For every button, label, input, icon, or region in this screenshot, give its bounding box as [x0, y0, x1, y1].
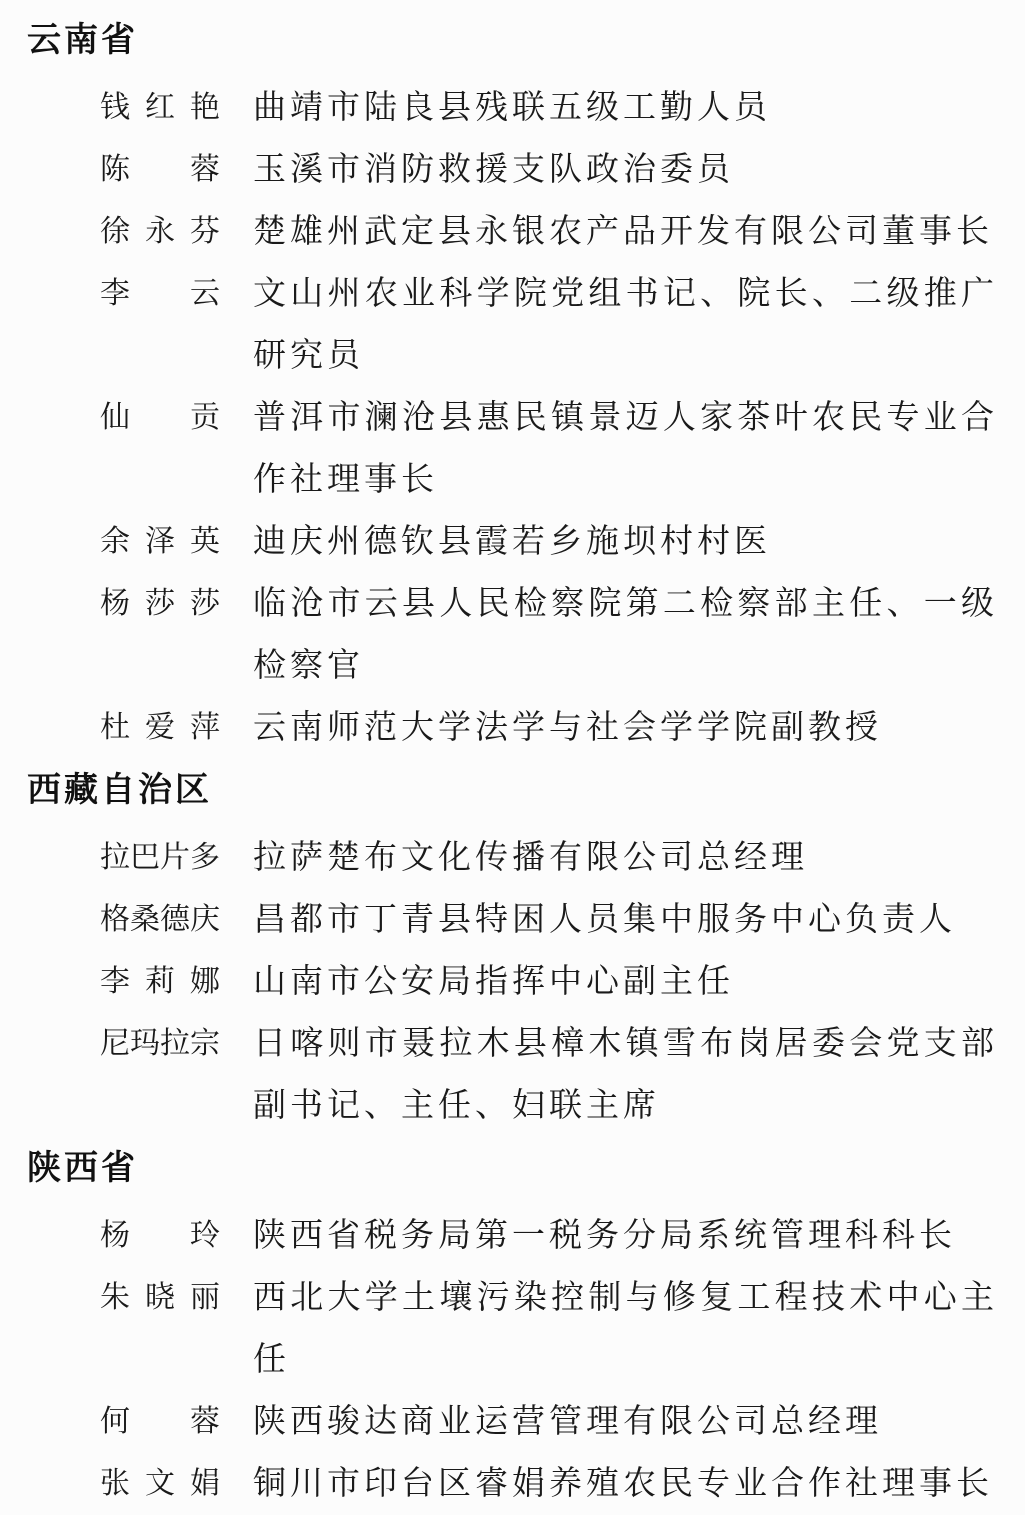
person-title: 陕西省税务局第一税务分局系统管理科科长: [253, 1218, 956, 1254]
person-name: 杜爱萍: [100, 711, 220, 744]
person-title: 曲靖市陆良县残联五级工勤人员: [253, 90, 771, 126]
person-name: 尼玛拉宗: [100, 1027, 220, 1060]
person-name: 何蓉: [100, 1405, 220, 1438]
person-name: 钱红艳: [100, 91, 220, 124]
person-name: 陈蓉: [100, 153, 220, 186]
list-item: [0, 1453, 1025, 1515]
person-title: 普洱市澜沧县惠民镇景迈人家茶叶农民专业合作社理事长: [253, 400, 998, 498]
person-title: 玉溪市消防救援支队政治委员: [253, 152, 734, 188]
person-name: 张文娟: [100, 1467, 220, 1500]
list-item: [0, 387, 1025, 511]
list-item: [0, 697, 1025, 759]
list-item: [0, 889, 1025, 951]
person-name: 李云: [100, 277, 220, 310]
list-item: [0, 1013, 1025, 1137]
list-item: [0, 1391, 1025, 1453]
person-title: 迪庆州德钦县霞若乡施坝村村医: [253, 524, 771, 560]
person-title: 文山州农业科学院党组书记、院长、二级推广研究员: [253, 276, 998, 374]
list-item: [0, 1267, 1025, 1391]
list-item: [0, 1205, 1025, 1267]
person-title: 昌都市丁青县特困人员集中服务中心负责人: [253, 902, 956, 938]
list-item: [0, 139, 1025, 201]
person-name: 李莉娜: [100, 965, 220, 998]
person-title: 云南师范大学法学与社会学学院副教授: [253, 710, 882, 746]
person-title: 拉萨楚布文化传播有限公司总经理: [253, 840, 808, 876]
person-name: 朱晓丽: [100, 1281, 220, 1314]
person-name: 徐永芬: [100, 215, 220, 248]
list-item: [0, 201, 1025, 263]
list-item: [0, 77, 1025, 139]
person-name: 仙贡: [100, 401, 220, 434]
section-heading-shaanxi: 陕西省: [27, 1149, 138, 1187]
person-title: 陕西骏达商业运营管理有限公司总经理: [253, 1404, 882, 1440]
person-title: 日喀则市聂拉木县樟木镇雪布岗居委会党支部副书记、主任、妇联主席: [253, 1026, 998, 1124]
person-title: 铜川市印台区睿娟养殖农民专业合作社理事长: [253, 1466, 993, 1502]
person-name: 杨莎莎: [100, 587, 220, 620]
person-name: 杨玲: [100, 1219, 220, 1252]
list-item: [0, 263, 1025, 387]
list-item: [0, 573, 1025, 697]
person-title: 临沧市云县人民检察院第二检察部主任、一级检察官: [253, 586, 998, 684]
person-name: 拉巴片多: [100, 841, 220, 874]
person-title: 西北大学土壤污染控制与修复工程技术中心主任: [253, 1280, 998, 1378]
person-title: 山南市公安局指挥中心副主任: [253, 964, 734, 1000]
list-item: [0, 951, 1025, 1013]
list-item: [0, 827, 1025, 889]
list-item: [0, 511, 1025, 573]
section-heading-tibet: 西藏自治区: [27, 771, 212, 809]
person-title: 楚雄州武定县永银农产品开发有限公司董事长: [253, 214, 993, 250]
section-heading-yunnan: 云南省: [27, 21, 138, 59]
person-name: 余泽英: [100, 525, 220, 558]
person-name: 格桑德庆: [100, 903, 220, 936]
